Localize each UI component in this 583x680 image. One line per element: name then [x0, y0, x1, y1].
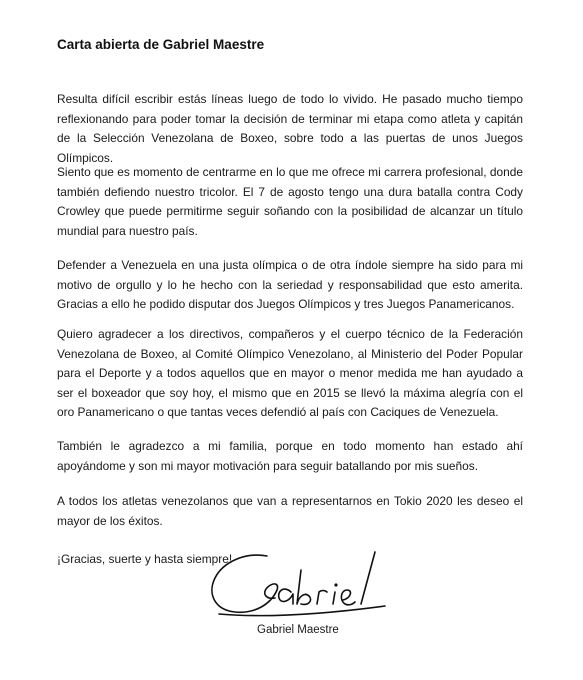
paragraph-3: Defender a Venezuela en una justa olímpica o de otra índole siempre ha sido para mi motivo de orgullo y lo he hecho con la seriedad y responsabilidad que esto amerita. Gracias a ello he podido disputar dos Juegos Olímpicos y tres Juegos Panamericanos. [57, 258, 523, 311]
signer-name: Gabriel Maestre [257, 624, 339, 636]
paragraph-1: Resulta difícil escribir estás líneas luego de todo lo vivido. He pasado mucho tiempo reflexionando para poder tomar la decisión de terminar mi etapa como atleta y capitán de la Selección Venezolana de Boxeo, sobre todo a las puertas de unos Juegos Olímpicos. [57, 92, 523, 165]
paragraph-6: A todos los atletas venezolanos que van a representarnos en Tokio 2020 les deseo el mayor de los éxitos. [57, 494, 523, 528]
letter-title: Carta abierta de Gabriel Maestre [57, 37, 265, 52]
paragraph-5: También le agradezco a mi familia, porque en todo momento han estado ahí apoyándome y son mi mayor motivación para seguir batallando por mis sueños. [57, 439, 523, 473]
paragraph-4: Quiero agradecer a los directivos, compañeros y el cuerpo técnico de la Federación Venezolana de Boxeo, al Comité Olímpico Venezolano, al Ministerio del Poder Popular para el Deporte y a todos aquellos que en mayor o menor medida me han ayudado a ser el boxeador que soy hoy, el mismo que en 2015 se llevó la máxima alegría con el oro Panamericano o que tantas veces defendió al país con Caciques de Venezuela. [57, 327, 523, 419]
closing-line: ¡Gracias, suerte y hasta siempre! [57, 552, 233, 566]
paragraph-2: Siento que es momento de centrarme en lo que me ofrece mi carrera profesional, donde también defiendo nuestro tricolor. El 7 de agosto tengo una dura batalla contra Cody Crowley que puede permitirme seguir soñando con la posibilidad de alcanzar un título mundial para nuestro país. [57, 165, 523, 238]
